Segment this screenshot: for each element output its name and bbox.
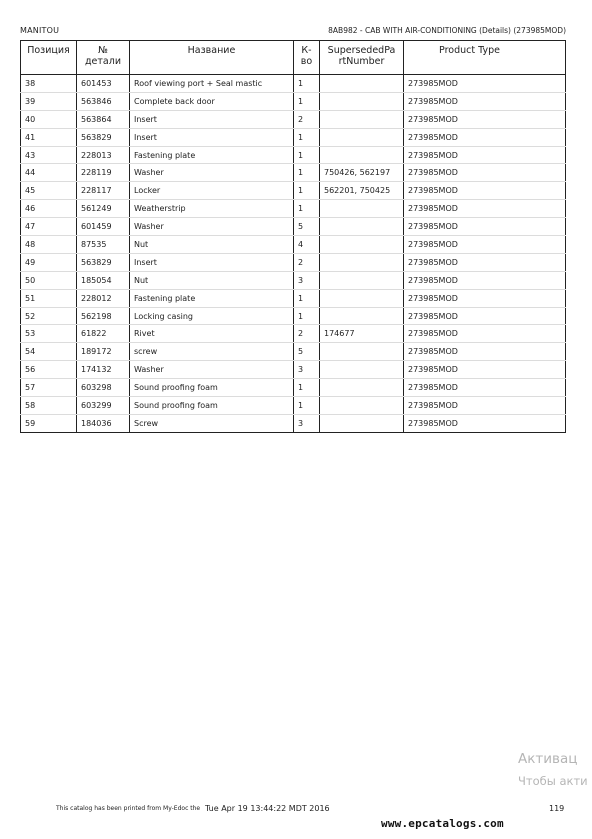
cell-product-type: 273985MOD [404, 397, 566, 415]
cell-superseded [320, 128, 404, 146]
cell-part-name: Insert [130, 253, 294, 271]
cell-product-type: 273985MOD [404, 146, 566, 164]
cell-product-type: 273985MOD [404, 92, 566, 110]
cell-part-name: Nut [130, 271, 294, 289]
cell-quantity: 1 [294, 289, 320, 307]
cell-superseded [320, 110, 404, 128]
cell-part-number: 563829 [77, 253, 130, 271]
cell-position: 52 [21, 307, 77, 325]
cell-part-name: Washer [130, 218, 294, 236]
cell-position: 41 [21, 128, 77, 146]
cell-part-name: Insert [130, 110, 294, 128]
cell-quantity: 1 [294, 146, 320, 164]
cell-product-type: 273985MOD [404, 325, 566, 343]
brand-name: MANITOU [20, 26, 60, 35]
parts-table-body [21, 75, 566, 433]
table-row [21, 128, 566, 146]
cell-position: 48 [21, 236, 77, 254]
cell-quantity: 1 [294, 92, 320, 110]
cell-superseded [320, 361, 404, 379]
table-row [21, 75, 566, 93]
cell-quantity: 1 [294, 200, 320, 218]
cell-part-name: Locking casing [130, 307, 294, 325]
cell-part-number: 228119 [77, 164, 130, 182]
cell-quantity: 1 [294, 164, 320, 182]
cell-position: 45 [21, 182, 77, 200]
table-row [21, 236, 566, 254]
table-row [21, 289, 566, 307]
table-row [21, 325, 566, 343]
cell-part-name: Fastening plate [130, 289, 294, 307]
cell-part-number: 228117 [77, 182, 130, 200]
cell-position: 38 [21, 75, 77, 93]
cell-superseded [320, 379, 404, 397]
footer-print-note: This catalog has been printed from My-Edoc the [56, 805, 201, 812]
table-row [21, 343, 566, 361]
cell-superseded [320, 253, 404, 271]
table-row [21, 253, 566, 271]
table-row [21, 164, 566, 182]
table-row [21, 271, 566, 289]
cell-part-number: 563864 [77, 110, 130, 128]
cell-position: 46 [21, 200, 77, 218]
table-row [21, 379, 566, 397]
table-row [21, 92, 566, 110]
cell-part-number: 228013 [77, 146, 130, 164]
cell-product-type: 273985MOD [404, 271, 566, 289]
cell-superseded: 174677 [320, 325, 404, 343]
column-header-name: Название [130, 41, 294, 75]
cell-product-type: 273985MOD [404, 110, 566, 128]
cell-product-type: 273985MOD [404, 200, 566, 218]
cell-quantity: 1 [294, 379, 320, 397]
cell-quantity: 1 [294, 128, 320, 146]
table-row [21, 110, 566, 128]
cell-superseded [320, 271, 404, 289]
cell-quantity: 3 [294, 271, 320, 289]
cell-quantity: 5 [294, 218, 320, 236]
cell-quantity: 3 [294, 414, 320, 432]
cell-part-name: Screw [130, 414, 294, 432]
table-row [21, 397, 566, 415]
cell-part-number: 563829 [77, 128, 130, 146]
cell-part-number: 603299 [77, 397, 130, 415]
cell-part-name: Insert [130, 128, 294, 146]
cell-position: 50 [21, 271, 77, 289]
cell-product-type: 273985MOD [404, 379, 566, 397]
cell-position: 59 [25, 418, 36, 428]
cell-part-name: Complete back door [130, 92, 294, 110]
table-row [21, 200, 566, 218]
cell-superseded [320, 414, 404, 432]
cell-part-number: 561249 [77, 200, 130, 218]
cell-superseded [320, 236, 404, 254]
cell-part-number: 185054 [77, 271, 130, 289]
activation-watermark-line2: Чтобы акти [518, 774, 588, 788]
table-row [21, 307, 566, 325]
cell-part-number: 228012 [77, 289, 130, 307]
cell-product-type: 273985MOD [404, 343, 566, 361]
cell-part-name: Nut [130, 236, 294, 254]
cell-superseded [320, 218, 404, 236]
table-row [21, 361, 566, 379]
cell-part-number: 189172 [77, 343, 130, 361]
cell-part-name: screw [130, 343, 294, 361]
cell-superseded [320, 343, 404, 361]
cell-superseded [320, 200, 404, 218]
cell-part-number: 601453 [77, 75, 130, 93]
activation-watermark-line1: Активац [518, 751, 578, 767]
cell-product-type: 273985MOD [404, 236, 566, 254]
cell-position: 49 [21, 253, 77, 271]
cell-part-number: 87535 [77, 236, 130, 254]
cell-quantity: 2 [294, 110, 320, 128]
section-title: 8AB982 - CAB WITH AIR-CONDITIONING (Details) (273985MOD) [328, 26, 566, 35]
cell-part-number: 601459 [77, 218, 130, 236]
parts-table [20, 40, 566, 433]
cell-part-name: Locker [130, 182, 294, 200]
cell-part-number: 61822 [77, 325, 130, 343]
cell-superseded: 562201, 750425 [320, 182, 404, 200]
cell-product-type: 273985MOD [404, 414, 566, 432]
cell-product-type: 273985MOD [404, 307, 566, 325]
website-url: www.epcatalogs.com [381, 817, 504, 830]
cell-part-number: 184036 [77, 414, 130, 432]
cell-part-name: Fastening plate [130, 146, 294, 164]
column-header-part-number: № детали [77, 41, 130, 75]
cell-product-type: 273985MOD [404, 289, 566, 307]
cell-product-type: 273985MOD [404, 253, 566, 271]
cell-position: 39 [21, 92, 77, 110]
cell-product-type: 273985MOD [404, 182, 566, 200]
cell-part-name: Washer [130, 361, 294, 379]
cell-superseded [320, 92, 404, 110]
column-header-position: Позиция [21, 41, 77, 75]
cell-quantity: 4 [294, 236, 320, 254]
cell-product-type: 273985MOD [404, 361, 566, 379]
cell-position: 44 [21, 164, 77, 182]
cell-position: 51 [21, 289, 77, 307]
column-header-product-type: Product Type [404, 41, 566, 75]
cell-quantity: 2 [294, 253, 320, 271]
cell-part-name: Washer [130, 164, 294, 182]
cell-position: 56 [21, 361, 77, 379]
cell-position: 58 [21, 397, 77, 415]
cell-part-number: 563846 [77, 92, 130, 110]
cell-superseded [320, 397, 404, 415]
cell-superseded: 750426, 562197 [320, 164, 404, 182]
cell-quantity: 3 [294, 361, 320, 379]
cell-position: 57 [21, 379, 77, 397]
table-row [21, 414, 566, 432]
cell-quantity: 1 [294, 182, 320, 200]
cell-part-name: Rivet [130, 325, 294, 343]
cell-position: 47 [21, 218, 77, 236]
cell-position: 54 [21, 343, 77, 361]
cell-part-number: 603298 [77, 379, 130, 397]
table-row [21, 146, 566, 164]
cell-quantity: 2 [294, 325, 320, 343]
cell-position: 53 [21, 325, 77, 343]
cell-quantity: 5 [294, 343, 320, 361]
cell-part-name: Roof viewing port + Seal mastic [130, 75, 294, 93]
cell-product-type: 273985MOD [404, 164, 566, 182]
table-row [21, 182, 566, 200]
cell-product-type: 273985MOD [404, 75, 566, 93]
page-number: 119 [549, 804, 565, 813]
cell-quantity: 1 [294, 307, 320, 325]
cell-quantity: 1 [294, 397, 320, 415]
cell-part-name: Weatherstrip [130, 200, 294, 218]
cell-part-number: 174132 [77, 361, 130, 379]
cell-product-type: 273985MOD [404, 128, 566, 146]
footer-print-date: Tue Apr 19 13:44:22 MDT 2016 [205, 804, 330, 813]
cell-superseded [320, 307, 404, 325]
cell-part-number: 562198 [77, 307, 130, 325]
table-header-row [21, 41, 566, 75]
column-header-quantity: К- во [294, 41, 320, 75]
cell-position: 40 [21, 110, 77, 128]
column-header-superseded: SupersededPa rtNumber [320, 41, 404, 75]
cell-superseded [320, 289, 404, 307]
cell-quantity: 1 [294, 75, 320, 93]
cell-superseded [320, 75, 404, 93]
cell-superseded [320, 146, 404, 164]
cell-part-name: Sound proofing foam [130, 379, 294, 397]
cell-product-type: 273985MOD [404, 218, 566, 236]
cell-position: 43 [21, 146, 77, 164]
cell-part-name: Sound proofing foam [130, 397, 294, 415]
table-row [21, 218, 566, 236]
